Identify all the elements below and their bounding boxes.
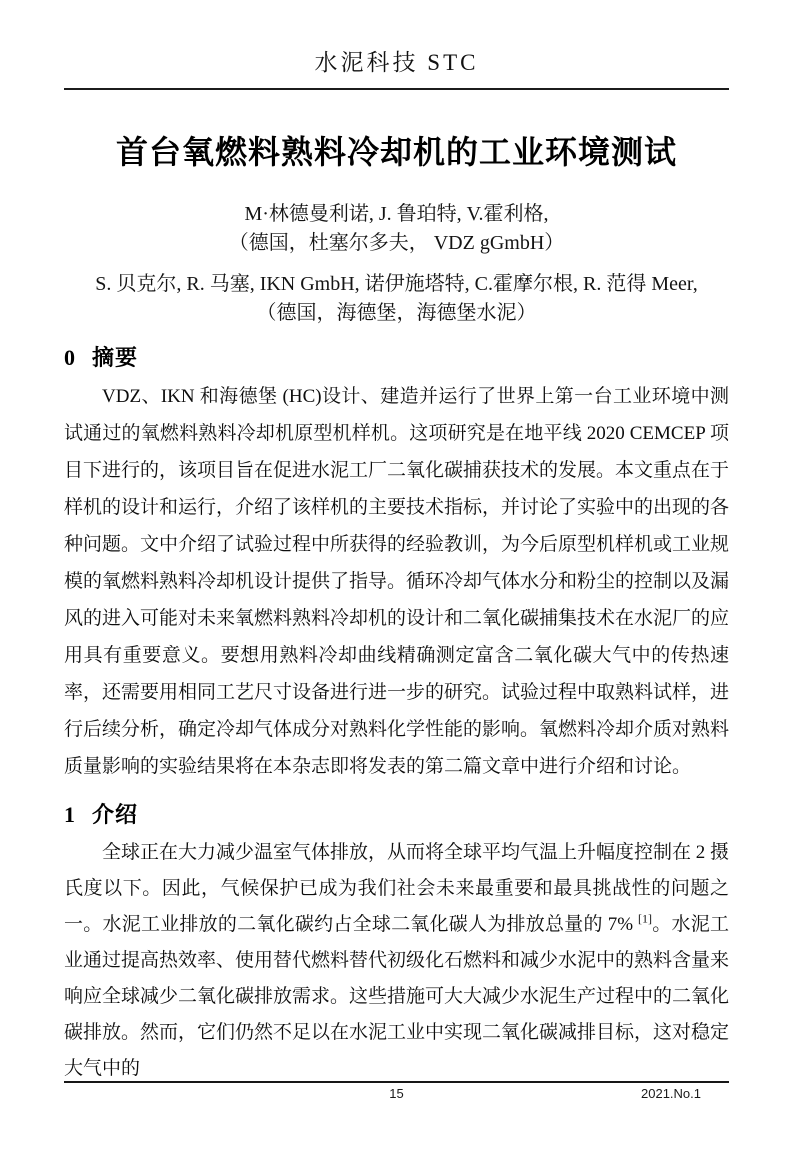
author-affiliation-line: （德国，杜塞尔多夫， VDZ gGmbH） [228,232,565,254]
reference-marker: [1] [638,911,653,926]
introduction-text-before-reference: 全球正在大力减少温室气体排放，从而将全球平均气温上升幅度控制在 2 摄氏度以下。因此，气候保护已成为我们社会未来最重要和最具挑战性的问题之一。水泥工业排放的二氧化碳约占全球二氧化碳人为排放总量的 7% [64,842,730,935]
paper-page [0,44,793,1166]
introduction-text-after-reference: 。水泥工业通过提高热效率、使用替代燃料替代初级化石燃料和减少水泥中的熟料含量来响应全球减少二氧化碳排放需求。这些措施可大大减少水泥生产过程中的二氧化碳排放。然而，它们仍然不足以在水泥工业中实现二氧化碳减排目标，这对稳定大气中的 [64,914,730,1079]
abstract-section-label: 摘要 [92,345,139,370]
introduction-section-number: 1 [64,802,75,827]
author-group-2 [64,270,729,328]
introduction-section-label: 介绍 [92,802,139,827]
abstract-section-number: 0 [64,345,75,370]
introduction-paragraph [64,835,729,1087]
abstract-paragraph: VDZ、IKN 和海德堡 (HC)设计、建造并运行了世界上第一台工业环境中测试通过的氧燃料熟料冷却机原型机样机。这项研究是在地平线 2020 CEMCEP 项目下进行的，该项目旨在促进水泥工厂二氧化碳捕获技术的发展。本文重点在于样机的设计和运行，介绍了该样机的主要技术指标，并讨论了实验中的出现的各种问题。文中介绍了试验过程中所获得的经验教训，为今后原型机样机或工业规模的氧燃料熟料冷却机设计提供了指导。循环冷却气体水分和粉尘的控制以及漏风的进入可能对未来氧燃料熟料冷却机的设计和二氧化碳捕集技术在水泥厂的应用具有重要意义。要想用熟料冷却曲线精确测定富含二氧化碳大气中的传热速率，还需要用相同工艺尺寸设备进行进一步的研究。试验过程中取熟料试样，进行后续分析，确定冷却气体成分对熟料化学性能的影响。氧燃料冷却介质对熟料质量影响的实验结果将在本杂志即将发表的第二篇文章中进行介绍和讨论。 [64,386,730,777]
author-names-line: S. 贝克尔, R. 马塞, IKN GmbH, 诺伊施塔特, C.霍摩尔根, R. 范得 Meer, [95,273,698,295]
author-group-1 [64,200,729,258]
issue-label: 2021.No.1 [641,1086,701,1101]
page-footer [64,1081,729,1104]
page-number: 15 [389,1086,404,1101]
author-affiliation-line: （德国，海德堡，海德堡水泥） [256,302,537,324]
header-rule [64,88,729,90]
abstract-section-heading [64,343,729,373]
footer-row [64,1086,729,1104]
author-names-line: M·林德曼利诺, J. 鲁珀特, V.霍利格, [244,203,549,225]
footer-rule [64,1081,729,1083]
journal-title: 水泥科技 STC [314,50,479,75]
article-title: 首台氧燃料熟料冷却机的工业环境测试 [115,134,677,170]
introduction-section-heading [64,800,729,830]
